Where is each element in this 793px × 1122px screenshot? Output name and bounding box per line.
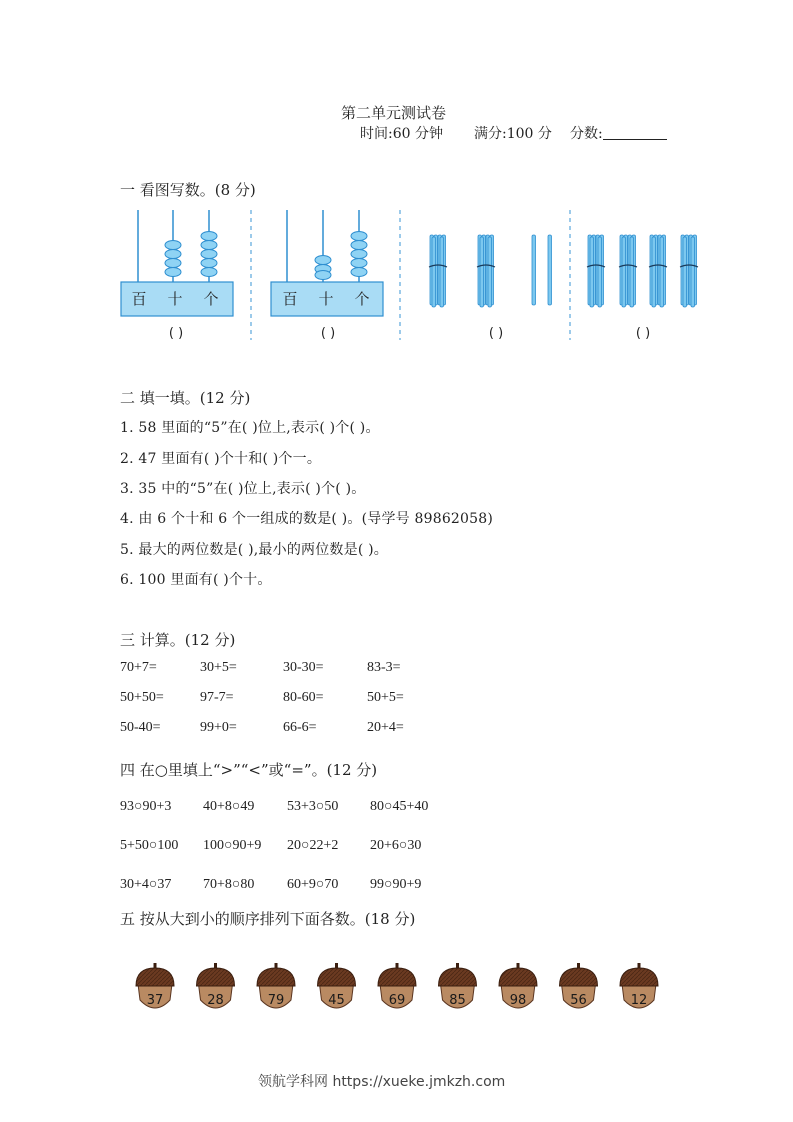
beads-tens-2 (315, 256, 331, 280)
bundle-4a (587, 235, 605, 307)
acorn-number: 79 (267, 993, 285, 1008)
calc-r1-c1[interactable]: 70+7= (120, 660, 157, 675)
acorn-28 (197, 963, 235, 1008)
compare-r2-c2[interactable]: 100○90+9 (203, 838, 262, 853)
compare-r1-c3[interactable]: 53+3○50 (287, 799, 339, 814)
fill-item-1[interactable]: 1. 58 里面的“5”在( )位上,表示( )个( )。 (120, 420, 380, 436)
abacus-label-tens: 十 (167, 290, 183, 308)
score-blank[interactable] (603, 125, 667, 140)
acorn-row (130, 960, 670, 1020)
section4-heading: 四 在○里填上“>”“<”或“=”。(12 分) (120, 761, 378, 779)
abacus-2 (271, 210, 383, 316)
answer-blank-3: ( ) (488, 326, 504, 341)
compare-r3-c4[interactable]: 99○90+9 (370, 877, 422, 892)
calc-r3-c2[interactable]: 99+0= (200, 720, 237, 735)
acorn-number: 45 (328, 993, 345, 1008)
fill-item-6[interactable]: 6. 100 里面有( )个十。 (120, 572, 272, 588)
calc-r2-c1[interactable]: 50+50= (120, 690, 164, 705)
fill-item-5[interactable]: 5. 最大的两位数是( ),最小的两位数是( )。 (120, 542, 389, 558)
abacus-label-hundreds: 百 (131, 290, 147, 308)
compare-r2-c3[interactable]: 20○22+2 (287, 838, 339, 853)
single-stick-2 (548, 235, 552, 305)
abacus-label-ones: 个 (203, 290, 219, 308)
beads-tens-1 (165, 241, 181, 277)
calc-r1-c2[interactable]: 30+5= (200, 660, 237, 675)
calc-r1-c3[interactable]: 30-30= (283, 660, 324, 675)
footer-watermark: 领航学科网 https://xueke.jmkzh.com (258, 1074, 506, 1090)
counting-figures (118, 205, 703, 345)
acorn-79 (257, 963, 295, 1008)
compare-r1-c4[interactable]: 80○45+40 (370, 799, 429, 814)
acorn-number: 98 (509, 993, 527, 1008)
section1-heading: 一 看图写数。(8 分) (120, 181, 256, 199)
acorn-45 (318, 963, 356, 1008)
bundle-4d (680, 235, 698, 307)
bundle-4b (619, 235, 637, 307)
fill-item-3[interactable]: 3. 35 中的“5”在( )位上,表示( )个( )。 (120, 481, 366, 497)
single-stick-1 (532, 235, 536, 305)
section2-heading: 二 填一填。(12 分) (120, 389, 251, 407)
beads-ones-2 (351, 232, 367, 277)
stick-bundles-4 (587, 235, 698, 307)
acorn-69 (378, 963, 416, 1008)
acorn-number: 69 (388, 993, 406, 1008)
fill-item-2[interactable]: 2. 47 里面有( )个十和( )个一。 (120, 451, 322, 467)
section5-heading: 五 按从大到小的顺序排列下面各数。(18 分) (120, 910, 416, 928)
acorn-number: 56 (570, 993, 587, 1008)
acorn-number: 85 (449, 993, 466, 1008)
answer-blank-4: ( ) (635, 326, 651, 341)
compare-r2-c1[interactable]: 5+50○100 (120, 838, 179, 853)
full-score-info: 满分:100 分 (474, 126, 552, 142)
compare-r3-c1[interactable]: 30+4○37 (120, 877, 172, 892)
acorn-98 (499, 963, 537, 1008)
calc-r2-c3[interactable]: 80-60= (283, 690, 324, 705)
acorn-37 (136, 963, 174, 1008)
stick-bundles-3 (429, 235, 552, 307)
calc-r1-c4[interactable]: 83-3= (367, 660, 401, 675)
section3-heading: 三 计算。(12 分) (120, 631, 236, 649)
compare-r1-c1[interactable]: 93○90+3 (120, 799, 172, 814)
abacus-1 (121, 210, 233, 316)
beads-ones-1 (201, 232, 217, 277)
answer-blank-2: ( ) (320, 326, 336, 341)
compare-r3-c2[interactable]: 70+8○80 (203, 877, 255, 892)
page-title: 第二单元测试卷 (341, 104, 447, 122)
abacus2-label-hundreds: 百 (282, 290, 298, 308)
acorn-number: 37 (146, 993, 164, 1008)
calc-r2-c4[interactable]: 50+5= (367, 690, 404, 705)
acorn-56 (560, 963, 598, 1008)
calc-r3-c4[interactable]: 20+4= (367, 720, 404, 735)
bundle-4c (649, 235, 667, 307)
calc-r3-c3[interactable]: 66-6= (283, 720, 317, 735)
fill-item-4[interactable]: 4. 由 6 个十和 6 个一组成的数是( )。(导学号 89862058) (120, 511, 494, 527)
time-info: 时间:60 分钟 (360, 126, 443, 142)
compare-r2-c4[interactable]: 20+6○30 (370, 838, 422, 853)
compare-r1-c2[interactable]: 40+8○49 (203, 799, 255, 814)
abacus2-label-ones: 个 (354, 290, 370, 308)
acorn-number: 12 (630, 993, 648, 1008)
answer-blank-1: ( ) (168, 326, 184, 341)
compare-r3-c3[interactable]: 60+9○70 (287, 877, 339, 892)
calc-r2-c2[interactable]: 97-7= (200, 690, 234, 705)
score-label: 分数: (570, 126, 603, 142)
abacus2-label-tens: 十 (318, 290, 334, 308)
acorn-12 (620, 963, 658, 1008)
score-field[interactable] (570, 123, 667, 143)
acorn-number: 28 (207, 993, 224, 1008)
bundle-3b (477, 235, 495, 307)
acorn-85 (439, 963, 477, 1008)
calc-r3-c1[interactable]: 50-40= (120, 720, 161, 735)
bundle-3a (429, 235, 447, 307)
